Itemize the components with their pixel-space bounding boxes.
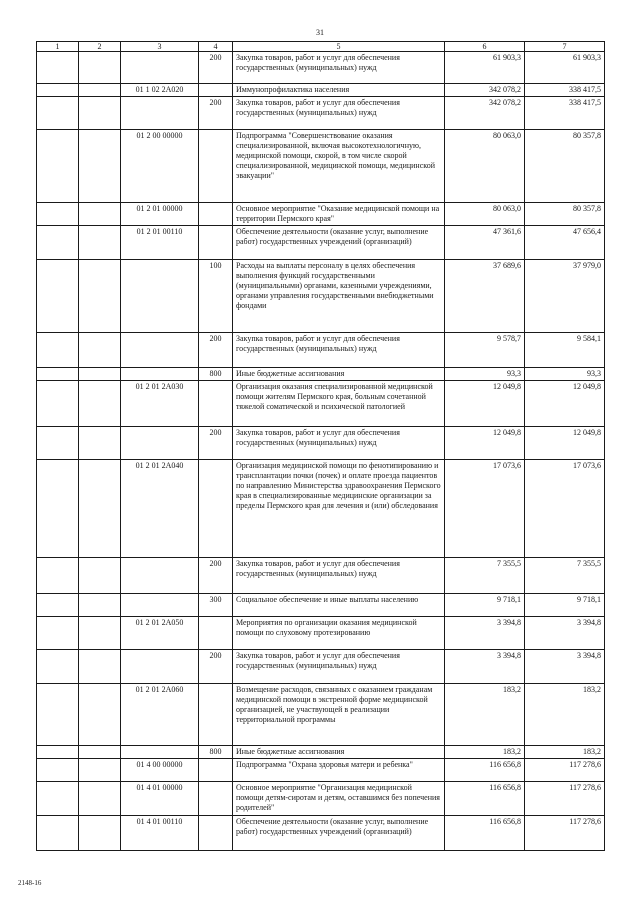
cell-amount-col6: 116 656,8 bbox=[445, 816, 525, 851]
cell-expense-type bbox=[199, 84, 233, 97]
cell-description: Мероприятия по организации оказания медицинской помощи по слуховому протезированию bbox=[233, 617, 445, 650]
cell-col2 bbox=[79, 782, 121, 816]
cell-amount-col7: 93,3 bbox=[525, 368, 605, 381]
cell-code bbox=[121, 427, 199, 460]
cell-amount-col6: 80 063,0 bbox=[445, 203, 525, 226]
cell-col1 bbox=[37, 782, 79, 816]
cell-description: Иные бюджетные ассигнования bbox=[233, 368, 445, 381]
cell-description: Подпрограмма "Совершенствование оказания специализированной, включая высокотехнологичную, медицинской помощи, скорой, в том числе скорой специализированной, медицинской помощи, медицинской эвакуации" bbox=[233, 130, 445, 203]
cell-col2 bbox=[79, 97, 121, 130]
cell-code bbox=[121, 558, 199, 594]
header-row bbox=[37, 42, 605, 52]
cell-amount-col7: 9 584,1 bbox=[525, 333, 605, 368]
cell-col2 bbox=[79, 84, 121, 97]
cell-expense-type bbox=[199, 759, 233, 782]
table-body bbox=[37, 52, 605, 851]
table-row bbox=[37, 746, 605, 759]
table-row bbox=[37, 460, 605, 558]
cell-amount-col6: 116 656,8 bbox=[445, 782, 525, 816]
cell-description: Социальное обеспечение и иные выплаты населению bbox=[233, 594, 445, 617]
cell-amount-col7: 17 073,6 bbox=[525, 460, 605, 558]
cell-expense-type bbox=[199, 617, 233, 650]
cell-amount-col6: 47 361,6 bbox=[445, 226, 525, 260]
cell-code: 01 2 01 2А040 bbox=[121, 460, 199, 558]
cell-col1 bbox=[37, 260, 79, 333]
table-row bbox=[37, 650, 605, 684]
cell-expense-type bbox=[199, 130, 233, 203]
cell-col1 bbox=[37, 816, 79, 851]
cell-amount-col7: 80 357,8 bbox=[525, 203, 605, 226]
cell-col1 bbox=[37, 368, 79, 381]
cell-amount-col6: 3 394,8 bbox=[445, 650, 525, 684]
cell-expense-type bbox=[199, 782, 233, 816]
cell-code bbox=[121, 368, 199, 381]
cell-amount-col7: 12 049,8 bbox=[525, 381, 605, 427]
cell-description: Иммунопрофилактика населения bbox=[233, 84, 445, 97]
table-row bbox=[37, 594, 605, 617]
cell-amount-col6: 80 063,0 bbox=[445, 130, 525, 203]
cell-amount-col6: 12 049,8 bbox=[445, 427, 525, 460]
cell-amount-col7: 3 394,8 bbox=[525, 650, 605, 684]
cell-col2 bbox=[79, 460, 121, 558]
cell-amount-col7: 183,2 bbox=[525, 684, 605, 746]
cell-col1 bbox=[37, 333, 79, 368]
cell-code: 01 1 02 2А020 bbox=[121, 84, 199, 97]
table-row bbox=[37, 203, 605, 226]
cell-expense-type bbox=[199, 203, 233, 226]
cell-col2 bbox=[79, 594, 121, 617]
cell-col2 bbox=[79, 52, 121, 84]
cell-col1 bbox=[37, 84, 79, 97]
column-header: 7 bbox=[525, 42, 605, 52]
cell-amount-col7: 12 049,8 bbox=[525, 427, 605, 460]
cell-code: 01 2 01 00000 bbox=[121, 203, 199, 226]
cell-amount-col6: 7 355,5 bbox=[445, 558, 525, 594]
table-row bbox=[37, 381, 605, 427]
table-row bbox=[37, 782, 605, 816]
cell-amount-col7: 117 278,6 bbox=[525, 759, 605, 782]
cell-col2 bbox=[79, 260, 121, 333]
cell-description: Закупка товаров, работ и услуг для обеспечения государственных (муниципальных) нужд bbox=[233, 333, 445, 368]
cell-col2 bbox=[79, 130, 121, 203]
cell-amount-col7: 3 394,8 bbox=[525, 617, 605, 650]
cell-description: Расходы на выплаты персоналу в целях обеспечения выполнения функций государственными (муниципальными) органами, казенными учреждениями, органами управления государственными внебюджетными фондами bbox=[233, 260, 445, 333]
cell-amount-col6: 183,2 bbox=[445, 684, 525, 746]
cell-description: Закупка товаров, работ и услуг для обеспечения государственных (муниципальных) нужд bbox=[233, 427, 445, 460]
cell-expense-type: 100 bbox=[199, 260, 233, 333]
cell-amount-col6: 342 078,2 bbox=[445, 97, 525, 130]
cell-expense-type bbox=[199, 381, 233, 427]
cell-amount-col6: 9 578,7 bbox=[445, 333, 525, 368]
cell-col1 bbox=[37, 226, 79, 260]
page-number: 31 bbox=[316, 28, 324, 37]
cell-col2 bbox=[79, 684, 121, 746]
cell-expense-type: 800 bbox=[199, 746, 233, 759]
cell-col2 bbox=[79, 203, 121, 226]
cell-description: Подпрограмма "Охрана здоровья матери и ребенка" bbox=[233, 759, 445, 782]
cell-amount-col7: 80 357,8 bbox=[525, 130, 605, 203]
cell-code: 01 2 01 2А060 bbox=[121, 684, 199, 746]
cell-amount-col6: 61 903,3 bbox=[445, 52, 525, 84]
cell-col2 bbox=[79, 650, 121, 684]
cell-expense-type: 200 bbox=[199, 97, 233, 130]
table-row bbox=[37, 617, 605, 650]
cell-col1 bbox=[37, 684, 79, 746]
budget-table bbox=[36, 41, 605, 851]
cell-code: 01 2 01 2А030 bbox=[121, 381, 199, 427]
cell-amount-col7: 117 278,6 bbox=[525, 782, 605, 816]
table-row bbox=[37, 368, 605, 381]
cell-amount-col7: 9 718,1 bbox=[525, 594, 605, 617]
cell-amount-col6: 37 689,6 bbox=[445, 260, 525, 333]
column-header: 1 bbox=[37, 42, 79, 52]
cell-code: 01 4 01 00000 bbox=[121, 782, 199, 816]
cell-col1 bbox=[37, 203, 79, 226]
cell-col2 bbox=[79, 759, 121, 782]
cell-amount-col6: 3 394,8 bbox=[445, 617, 525, 650]
cell-expense-type: 200 bbox=[199, 558, 233, 594]
cell-code bbox=[121, 650, 199, 684]
cell-col2 bbox=[79, 617, 121, 650]
cell-amount-col6: 9 718,1 bbox=[445, 594, 525, 617]
cell-expense-type: 200 bbox=[199, 427, 233, 460]
cell-amount-col6: 116 656,8 bbox=[445, 759, 525, 782]
cell-description: Основное мероприятие "Организация медицинской помощи детям-сиротам и детям, оставшимся без попечения родителей" bbox=[233, 782, 445, 816]
cell-code bbox=[121, 333, 199, 368]
table-row bbox=[37, 52, 605, 84]
cell-code bbox=[121, 97, 199, 130]
table-row bbox=[37, 684, 605, 746]
cell-col1 bbox=[37, 594, 79, 617]
table-row bbox=[37, 130, 605, 203]
column-header: 3 bbox=[121, 42, 199, 52]
cell-expense-type bbox=[199, 460, 233, 558]
cell-amount-col7: 7 355,5 bbox=[525, 558, 605, 594]
cell-expense-type: 800 bbox=[199, 368, 233, 381]
column-header: 4 bbox=[199, 42, 233, 52]
table-row bbox=[37, 759, 605, 782]
cell-expense-type: 300 bbox=[199, 594, 233, 617]
table-row bbox=[37, 816, 605, 851]
cell-description: Закупка товаров, работ и услуг для обеспечения государственных (муниципальных) нужд bbox=[233, 97, 445, 130]
cell-amount-col6: 12 049,8 bbox=[445, 381, 525, 427]
cell-expense-type: 200 bbox=[199, 650, 233, 684]
footer-code: 2148-16 bbox=[18, 879, 42, 887]
cell-amount-col6: 17 073,6 bbox=[445, 460, 525, 558]
cell-col2 bbox=[79, 816, 121, 851]
cell-description: Организация оказания специализированной медицинской помощи жителям Пермского края, больным сочетанной тяжелой соматической и психической патологией bbox=[233, 381, 445, 427]
cell-amount-col7: 338 417,5 bbox=[525, 84, 605, 97]
table-row bbox=[37, 260, 605, 333]
column-header: 5 bbox=[233, 42, 445, 52]
cell-description: Иные бюджетные ассигнования bbox=[233, 746, 445, 759]
cell-amount-col7: 183,2 bbox=[525, 746, 605, 759]
cell-expense-type: 200 bbox=[199, 333, 233, 368]
cell-col2 bbox=[79, 381, 121, 427]
cell-code: 01 2 01 00110 bbox=[121, 226, 199, 260]
cell-code: 01 2 00 00000 bbox=[121, 130, 199, 203]
column-header: 2 bbox=[79, 42, 121, 52]
cell-expense-type bbox=[199, 684, 233, 746]
table-row bbox=[37, 97, 605, 130]
cell-amount-col7: 61 903,3 bbox=[525, 52, 605, 84]
cell-amount-col6: 93,3 bbox=[445, 368, 525, 381]
cell-amount-col6: 342 078,2 bbox=[445, 84, 525, 97]
table-row bbox=[37, 226, 605, 260]
cell-col1 bbox=[37, 381, 79, 427]
cell-code bbox=[121, 260, 199, 333]
cell-col2 bbox=[79, 368, 121, 381]
table-row bbox=[37, 427, 605, 460]
cell-col1 bbox=[37, 617, 79, 650]
cell-col1 bbox=[37, 759, 79, 782]
cell-col1 bbox=[37, 746, 79, 759]
cell-code bbox=[121, 52, 199, 84]
cell-amount-col7: 117 278,6 bbox=[525, 816, 605, 851]
cell-col1 bbox=[37, 427, 79, 460]
cell-description: Организация медицинской помощи по фенотипированию и трансплантации почки (почек) и оплате проезда пациентов по направлению Министерства здравоохранения Пермского края в специализированные медицинские организации за пределы Пермского края для лечения и (или) обследования bbox=[233, 460, 445, 558]
cell-description: Обеспечение деятельности (оказание услуг, выполнение работ) государственных учреждений (организаций) bbox=[233, 226, 445, 260]
cell-code: 01 4 00 00000 bbox=[121, 759, 199, 782]
cell-code: 01 2 01 2А050 bbox=[121, 617, 199, 650]
cell-code bbox=[121, 746, 199, 759]
cell-col1 bbox=[37, 130, 79, 203]
cell-description: Основное мероприятие "Оказание медицинской помощи на территории Пермского края" bbox=[233, 203, 445, 226]
table-row bbox=[37, 558, 605, 594]
cell-col1 bbox=[37, 460, 79, 558]
cell-expense-type bbox=[199, 226, 233, 260]
cell-expense-type: 200 bbox=[199, 52, 233, 84]
cell-col2 bbox=[79, 746, 121, 759]
cell-description: Обеспечение деятельности (оказание услуг, выполнение работ) государственных учреждений (организаций) bbox=[233, 816, 445, 851]
table-row bbox=[37, 84, 605, 97]
cell-col2 bbox=[79, 226, 121, 260]
cell-expense-type bbox=[199, 816, 233, 851]
cell-description: Закупка товаров, работ и услуг для обеспечения государственных (муниципальных) нужд bbox=[233, 52, 445, 84]
cell-col1 bbox=[37, 650, 79, 684]
table-row bbox=[37, 333, 605, 368]
cell-code bbox=[121, 594, 199, 617]
cell-col1 bbox=[37, 52, 79, 84]
cell-col1 bbox=[37, 97, 79, 130]
column-header: 6 bbox=[445, 42, 525, 52]
cell-amount-col7: 37 979,0 bbox=[525, 260, 605, 333]
cell-code: 01 4 01 00110 bbox=[121, 816, 199, 851]
cell-col1 bbox=[37, 558, 79, 594]
cell-col2 bbox=[79, 427, 121, 460]
cell-description: Возмещение расходов, связанных с оказанием гражданам медицинской помощи в экстренной форме медицинской организацией, не участвующей в реализации территориальной программы bbox=[233, 684, 445, 746]
cell-col2 bbox=[79, 558, 121, 594]
cell-amount-col6: 183,2 bbox=[445, 746, 525, 759]
cell-amount-col7: 47 656,4 bbox=[525, 226, 605, 260]
cell-amount-col7: 338 417,5 bbox=[525, 97, 605, 130]
cell-description: Закупка товаров, работ и услуг для обеспечения государственных (муниципальных) нужд bbox=[233, 650, 445, 684]
cell-col2 bbox=[79, 333, 121, 368]
cell-description: Закупка товаров, работ и услуг для обеспечения государственных (муниципальных) нужд bbox=[233, 558, 445, 594]
